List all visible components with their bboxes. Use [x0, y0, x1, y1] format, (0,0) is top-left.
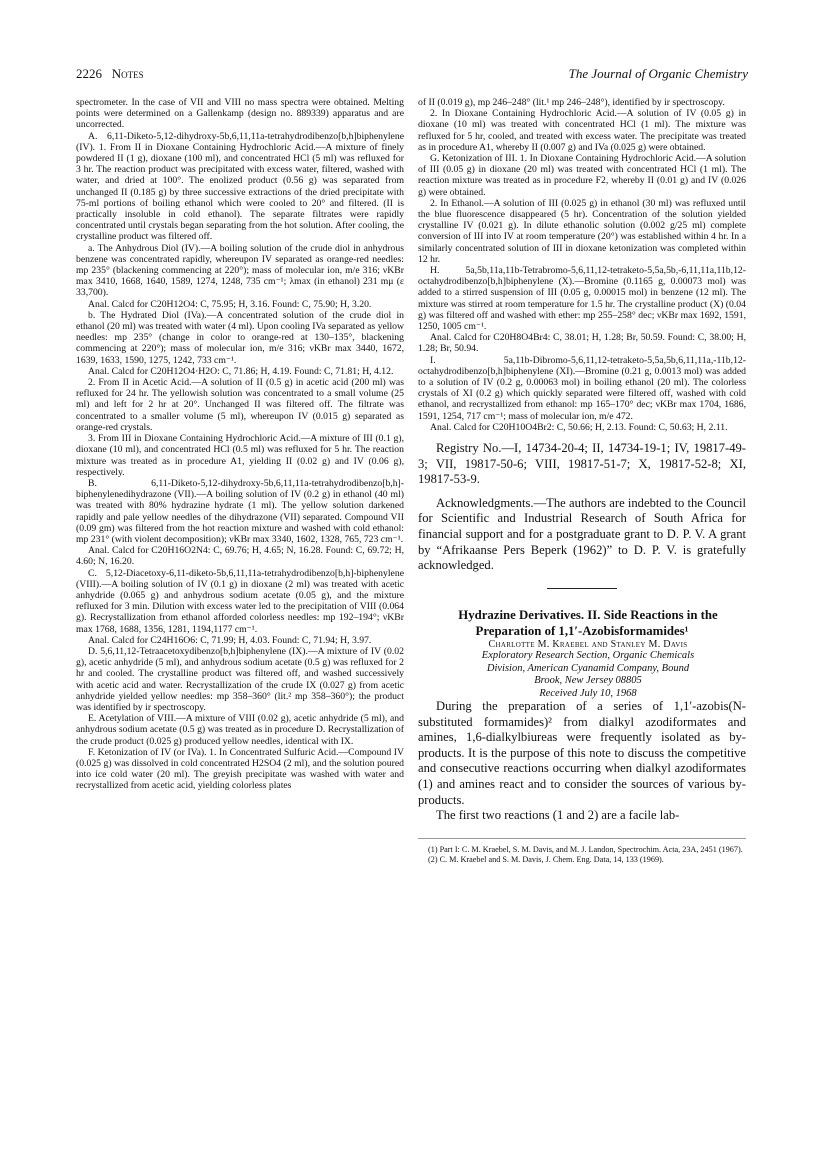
intro-paragraph: The first two reactions (1 and 2) are a facile lab- — [436, 808, 680, 823]
affiliation-line: Brook, New Jersey 08805 — [534, 675, 642, 687]
analysis-line: Anal. Calcd for C24H16O6: C, 71.99; H, 4.03. Found: C, 71.94; H, 3.97. — [88, 634, 372, 646]
page-number-and-section — [76, 66, 144, 82]
right-column — [418, 97, 746, 1107]
analysis-line: Anal. Calcd for C20H10O4Br2: C, 50.66; H, 2.13. Found: C, 50.63; H, 2.11. — [430, 421, 728, 433]
paragraph: a. The Anhydrous Diol (IV).—A boiling solution of the crude diol in anhydrous benzene was concentrated rapidly, whereupon IV separated as orange-red needles: mp 235° (blackening commencing at 220°); mass of molecular ion, m/e 316; νKBr max 3410, 1668, 1640, 1589, 1274, 1248, 735 cm⁻¹; λmax (in ethanol) 231 mμ (ε 33,700). — [76, 242, 404, 299]
footnote: (2) C. M. Kraebel and S. M. Davis, J. Chem. Eng. Data, 14, 133 (1969). — [428, 854, 664, 864]
paragraph: A. 6,11-Diketo-5,12-dihydroxy-5b,6,11,11a-tetrahydrodibenzo[b,h]biphenylene (IV). 1. From II in Dioxane Containing Hydrochloric Acid.—A mixture of finely powdered II (1 g), dioxane (100 ml), and concentrated HCl (5 ml) was refluxed for 3 hr. The reaction product was precipitated with excess water, filtered, washed with water, and dried at 100°. The enolized product (0.56 g) was separated from unchanged II (0.185 g) by three successive extractions of the dried precipitate with 75-ml portions of boiling ethanol which were cooled to 20° and filtered. (II is practically insoluble in cold ethanol). The separate filtrates were rapidly concentrated until crystals began separating from the hot solution. After cooling, the crystalline product was filtered off. — [76, 130, 404, 243]
intro-paragraph: During the preparation of a series of 1,1′-azobis(N-substituted formamides)² from dialkyl azodiformates and amines, 1,6-dialkylbiureas were frequently isolated as by-products. It is the purpose of this note to discuss the competitive and consecutive reactions occurring when dialkyl azodiformates (1) and amines react and to consider the sources of various by-products. — [418, 699, 746, 807]
paragraph: 3. From III in Dioxane Containing Hydrochloric Acid.—A mixture of III (0.1 g), dioxane (10 ml), and concentrated HCl (0.5 ml) was refluxed for 5 hr. The reaction mixture was treated as in procedure A1, yielding II (0.02 g) and IV (0.06 g), respectively. — [76, 433, 404, 478]
analysis-line: Anal. Calcd for C20H8O4Br4: C, 38.01; H, 1.28; Br, 50.59. Found: C, 38.00; H, 1.28; Br, 50.94. — [418, 332, 746, 355]
received-date: Received July 10, 1968 — [539, 687, 637, 699]
paragraph: G. Ketonization of III. 1. In Dioxane Containing Hydrochloric Acid.—A solution of III (0.05 g) in dioxane (20 ml) was treated with concentrated HCl (1 ml). The reaction mixture was treated as in procedure F2, whereby II (0.01 g) and IV (0.026 g) were obtained. — [418, 153, 746, 198]
paragraph: 2. In Dioxane Containing Hydrochloric Acid.—A solution of IV (0.05 g) in dioxane (10 ml) was treated with concentrated HCl (1 ml). The mixture was refluxed for 5 hr, cooled, and treated with excess water. The precipitate was treated as in procedure A1, whereby II (0.007 g) and IVa (0.025 g) were obtained. — [418, 108, 746, 153]
authors: Charlotte M. Kraebel and Stanley M. Davis — [488, 638, 688, 650]
registry-numbers: Registry No.—I, 14734-20-4; II, 14734-19-1; IV, 19817-49-3; VII, 19817-50-6; VIII, 19817-51-7; X, 19817-52-8; XI, 19817-53-9. — [418, 441, 746, 487]
article-title: Hydrazine Derivatives. II. Side Reactions in the Preparation of 1,1′-Azobisformamides¹ — [458, 607, 718, 638]
analysis-line: Anal. Calcd for C20H12O4·H2O: C, 71.86; H, 4.19. Found: C, 71.81; H, 4.12. — [88, 365, 394, 377]
analysis-line: Anal. Calcd for C20H12O4: C, 75.95; H, 3.16. Found: C, 75.90; H, 3.20. — [88, 298, 372, 310]
paragraph: of II (0.019 g), mp 246–248° (lit.¹ mp 246–248°), identified by ir spectroscopy. — [418, 97, 725, 108]
paragraph: 2. In Ethanol.—A solution of III (0.025 g) in ethanol (30 ml) was refluxed until the blue fluorescence disappeared (5 hr). Concentration of the solution yielded crystalline IV (0.021 g). In dilute ethanolic solution (0.002 g/25 ml) complete conversion of III into IV at room temperature (20°) was established within 4 hr. In a similarly concentrated solution of III in dioxane ketonization was completed within 12 hr. — [418, 197, 746, 265]
paragraph: C. 5,12-Diacetoxy-6,11-diketo-5b,6,11,11a-tetrahydrodibenzo[b,h]-biphenylene (VIII).—A boiling solution of IV (0.1 g) in dioxane (2 ml) was treated with acetic anhydride (0.065 g) and anhydrous sodium acetate (0.05 g), and the mixture refluxed for 3 min. Dilution with excess water led to the precipitation of VIII (0.064 g). Recrystallization from ethanol afforded colorless needles: mp 192–194°; νKBr max 1768, 1688, 1356, 1281, 1194,1177 cm⁻¹. — [76, 567, 404, 635]
acknowledgments: Acknowledgments.—The authors are indebted to the Council for Scientific and Industrial Research of South Africa for financial support and for a postgraduate grant to D. P. V. A grant by “Afrikaanse Pers Beperk (1962)” to D. P. V. is gratefully acknowledged. — [418, 495, 746, 573]
paragraph: I. 5a,11b-Dibromo-5,6,11,12-tetraketo-5,5a,5b,6,11,11a,-11b,12-octahydrodibenzo[b,h]biphenylene (XI).—Bromine (0.21 g, 0.0013 mol) was added to a solution of IV (0.2 g, 0.00063 mol) in boiling ethanol (20 ml). The colorless crystals of XI (0.2 g) which quickly separated were filtered off, washed with cold ethanol, and recrystallized from ethanol: mp 165–170° dec; νKBr max 1704, 1686, 1591, 1254, 717 cm⁻¹; mass of molecular ion, m/e 472. — [418, 354, 746, 422]
paragraph: 2. From II in Acetic Acid.—A solution of II (0.5 g) in acetic acid (200 ml) was refluxed for 24 hr. The yellowish solution was concentrated to a small volume (25 ml) and left for 2 hr at 20°. Unchanged II was filtered off. The filtrate was concentrated to a smaller volume (5 ml), whereupon IV (0.015 g) separated as orange-red crystals. — [76, 377, 404, 433]
affiliation-line: Division, American Cyanamid Company, Bound — [486, 662, 690, 674]
affiliation-line: Exploratory Research Section, Organic Chemicals — [481, 650, 695, 662]
paragraph: H. 5a,5b,11a,11b-Tetrabromo-5,6,11,12-tetraketo-5,5a,5b,-6,11,11a,11b,12-octahydrodibenzo[b,h]biphenylene (X).—Bromine (0.1165 g, 0.00073 mol) was added to a stirred suspension of III (0.05 g, 0.00015 mol) in benzene (12 ml). The mixture was stirred at room temperature for 1.5 hr. The crystalline product (X) (0.04 g) was filtered off and washed with ether: mp 255–258° dec; νKBr max 1692, 1591, 1250, 1005 cm⁻¹. — [418, 265, 746, 333]
paragraph: E. Acetylation of VIII.—A mixture of VIII (0.02 g), acetic anhydride (5 ml), and anhydrous sodium acetate (0.5 g) was treated as in procedure D. Recrystallization of the crude product (0.025 g) produced yellow needles, identical with IX. — [76, 713, 404, 747]
left-column — [76, 97, 404, 1107]
paragraph: D. 5,6,11,12-Tetraacetoxydibenzo[b,h]biphenylene (IX).—A mixture of IV (0.02 g), acetic anhydride (5 ml), and anhydrous sodium acetate (0.5 g) was refluxed for 2 hr and cooled. The crystalline product was filtered off, and washed successively with acetic acid and water. Recrystallization of the crude IX (0.027 g) from acetic anhydride yielded yellow needles: mp 358–360° (lit.² mp 358–360°); the product was identified by ir spectroscopy. — [76, 645, 404, 713]
analysis-line: Anal. Calcd for C20H16O2N4: C, 69.76; H, 4.65; N, 16.28. Found: C, 69.72; H, 4.60; N, 16.20. — [76, 545, 404, 568]
paragraph: b. The Hydrated Diol (IVa).—A concentrated solution of the crude diol in ethanol (20 ml) was treated with water (4 ml). Upon cooling IVa separated as yellow needles: mp 235° (change in color to orange-red at 130–135°, blackening commencing at 220°); mass of molecular ion, m/e 316; νKBr max 3440, 1672, 1639, 1633, 1590, 1275, 1242, 733 cm⁻¹. — [76, 309, 404, 366]
footnotes — [418, 838, 746, 865]
paragraph: spectrometer. In the case of VII and VIII no mass spectra were obtained. Melting points were determined on a Gallenkamp (design no. 889339) apparatus and are uncorrected. — [76, 97, 404, 131]
page-header — [76, 66, 748, 82]
page-number: 2226 — [76, 66, 102, 81]
footnote: (1) Part I: C. M. Kraebel, S. M. Davis, and M. J. Landon, Spectrochim. Acta, 23A, 2451 (1967). — [428, 844, 743, 854]
journal-name: The Journal of Organic Chemistry — [568, 66, 748, 81]
paragraph: F. Ketonization of IV (or IVa). 1. In Concentrated Sulfuric Acid.—Compound IV (0.025 g) was dissolved in cold concentrated H2SO4 (2 ml), and the solution poured into ice cold water (20 ml). The greyish precipitate was washed with water and recrystallized from acetic acid, yielding colorless plates — [76, 746, 404, 792]
section-divider — [547, 588, 617, 589]
section-name: Notes — [111, 66, 144, 81]
paragraph: B. 6,11-Diketo-5,12-dihydroxy-5b,6,11,11a-tetrahydrodibenzo[b,h]-biphenylenedihydrazone (VII).—A boiling solution of IV (0.2 g) in ethanol (40 ml) was treated with 80% hydrazine hydrate (1 ml). The yellow solution darkened rapidly and pale yellow needles of the dihydrazone (VII) separated. Compound VII (0.09 gm) was filtered from the hot reaction mixture and washed with cold ethanol: mp 231° (with violent decomposition); νKBr max 3340, 1602, 1328, 765, 723 cm⁻¹. — [76, 477, 404, 545]
